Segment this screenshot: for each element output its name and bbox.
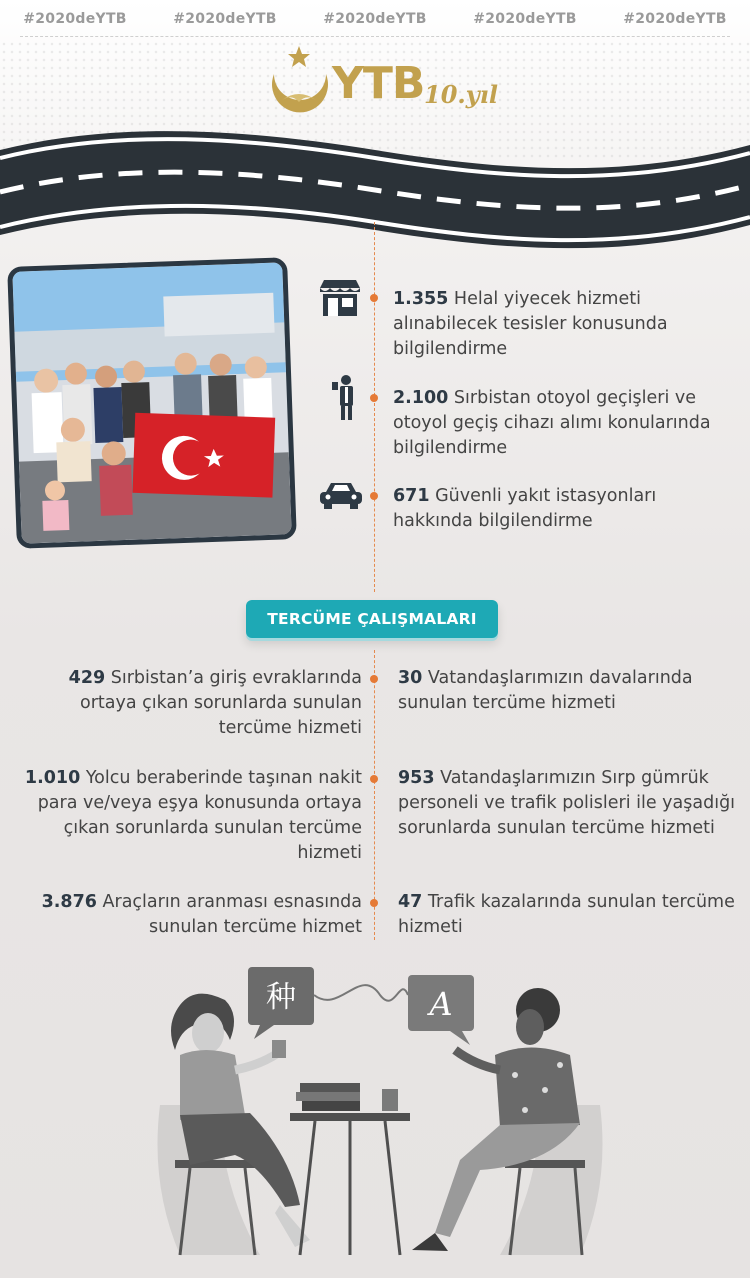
toll-officer-icon bbox=[330, 374, 358, 422]
translation-right-2 bbox=[398, 766, 738, 841]
stat-number: 3.876 bbox=[41, 892, 97, 912]
timeline-dot bbox=[370, 775, 378, 783]
stat-text: Vatandaşlarımızın davalarında sunulan tercüme hizmeti bbox=[398, 668, 693, 713]
timeline-dot bbox=[370, 675, 378, 683]
stat-text: Sırbistan’a giriş evraklarında ortaya çıkan sorunlarda sunulan tercüme hizmeti bbox=[80, 668, 362, 738]
translation-left-2 bbox=[22, 766, 362, 866]
top-item-2 bbox=[393, 386, 733, 461]
car-icon bbox=[318, 480, 364, 510]
stat-text: Sırbistan otoyol geçişleri ve otoyol geçiş cihazı alımı konularında bilgilendirme bbox=[393, 388, 711, 458]
ytb-logo bbox=[262, 44, 498, 120]
top-item-3 bbox=[393, 484, 733, 534]
top-item-1 bbox=[393, 287, 733, 362]
stat-number: 1.010 bbox=[24, 768, 81, 788]
section-banner bbox=[246, 600, 498, 638]
logo-text: YTB bbox=[332, 58, 425, 109]
timeline-dot bbox=[370, 394, 378, 402]
stat-text: Helal yiyecek hizmeti alınabilecek tesisler konusunda bilgilendirme bbox=[393, 289, 668, 359]
timeline-dot bbox=[370, 294, 378, 302]
stat-number: 429 bbox=[68, 668, 106, 688]
crescent-star-icon bbox=[262, 44, 336, 120]
translation-left-3 bbox=[22, 890, 362, 940]
stat-number: 953 bbox=[398, 768, 435, 788]
stat-text: Güvenli yakıt istasyonları hakkında bilgilendirme bbox=[393, 486, 657, 531]
stat-number: 2.100 bbox=[393, 388, 449, 408]
logo-year: 10.yıl bbox=[424, 80, 498, 109]
hashtag-row bbox=[0, 0, 750, 38]
store-icon bbox=[318, 278, 362, 318]
stat-text: Vatandaşlarımızın Sırp gümrük personeli ve trafik polisleri ile yaşadığı sorunlarda sunulan tercüme hizmeti bbox=[398, 768, 736, 838]
hashtag: #2020deYTB bbox=[623, 11, 727, 27]
stat-text: Trafik kazalarında sunulan tercüme hizmeti bbox=[398, 892, 735, 937]
bubble-right-char: A bbox=[429, 985, 453, 1023]
timeline-dot bbox=[370, 492, 378, 500]
hashtag: #2020deYTB bbox=[23, 11, 127, 27]
road-graphic bbox=[0, 110, 750, 260]
hashtag: #2020deYTB bbox=[473, 11, 577, 27]
timeline-dot bbox=[370, 899, 378, 907]
stat-number: 30 bbox=[398, 668, 423, 688]
timeline-line bbox=[374, 650, 375, 940]
bubble-left-char: 种 bbox=[266, 980, 296, 1015]
hashtag: #2020deYTB bbox=[173, 11, 277, 27]
stat-text: Araçların aranması esnasında sunulan tercüme hizmet bbox=[96, 892, 362, 937]
stat-text: Yolcu beraberinde taşınan nakit para ve/veya eşya konusunda ortaya çıkan sorunlarda sunulan tercüme hizmeti bbox=[37, 768, 362, 863]
hashtag: #2020deYTB bbox=[323, 11, 427, 27]
translation-left-1 bbox=[22, 666, 362, 741]
divider bbox=[20, 36, 730, 37]
stat-number: 47 bbox=[398, 892, 423, 912]
section-title: TERCÜME ÇALIŞMALARI bbox=[267, 610, 477, 628]
translation-right-3 bbox=[398, 890, 738, 940]
group-photo bbox=[7, 257, 297, 549]
translation-right-1 bbox=[398, 666, 738, 716]
conversation-illustration bbox=[150, 955, 610, 1265]
timeline-line bbox=[374, 222, 375, 592]
stat-number: 671 bbox=[393, 486, 430, 506]
stat-number: 1.355 bbox=[393, 289, 449, 309]
